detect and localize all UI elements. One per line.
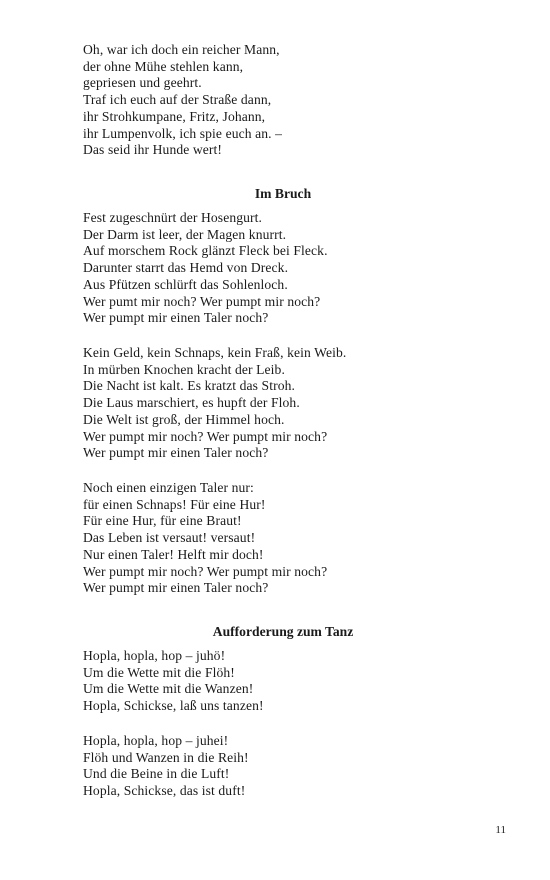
verse-line: Um die Wette mit die Wanzen! [83,681,254,697]
verse-line: Die Nacht ist kalt. Es kratzt das Stroh. [83,378,296,394]
verse-line: Nur einen Taler! Helft mir doch! [83,546,264,562]
verse-line: für einen Schnaps! Für eine Hur! [83,496,266,512]
verse-line: Und die Beine in die Luft! [83,766,230,782]
poem-title-im-bruch: Im Bruch [254,186,312,201]
verse-line: Hopla, Schickse, laß uns tanzen! [83,698,264,714]
verse-line: ihr Strohkumpane, Fritz, Johann, [83,108,266,124]
verse-line: der ohne Mühe stehlen kann, [83,58,244,74]
verse-line: gepriesen und geehrt. [83,75,202,91]
verse-line: Wer pumpt mir einen Taler noch? [83,310,269,326]
verse-line: Hopla, hopla, hop – juhei! [83,733,229,748]
verse-line: Darunter starrt das Hemd von Dreck. [83,260,289,276]
verse-line: Das Leben ist versaut! versaut! [83,530,256,546]
verse-line: Die Welt ist groß, der Himmel hoch. [83,411,285,427]
verse-line: Hopla, Schickse, das ist duft! [83,783,246,799]
verse-line: Wer pumpt mir noch? Wer pumpt mir noch? [83,563,328,579]
verse-line: In mürben Knochen kracht der Leib. [83,361,285,377]
verse-line: Die Laus marschiert, es hupft der Floh. [83,395,300,411]
verse-line: Um die Wette mit die Flöh! [83,664,235,680]
verse-line: Aus Pfützen schlürft das Sohlenloch. [83,276,288,292]
verse-line: Hopla, hopla, hop – juhö! [83,648,226,663]
tanz-stanza-2 [83,733,483,800]
tanz-stanza-1 [83,648,483,715]
verse-line: Wer pumpt mir noch? Wer pumpt mir noch? [83,428,328,444]
verse-line: Wer pumpt mir einen Taler noch? [83,445,269,461]
im-bruch-stanza-2 [83,345,483,462]
verse-line: Für eine Hur, für eine Braut! [83,513,242,529]
page-number: 11 [495,824,506,836]
verse-line: ihr Lumpenvolk, ich spie euch an. – [83,125,283,141]
verse-line: Wer pumt mir noch? Wer pumpt mir noch? [83,293,321,309]
im-bruch-stanza-1 [83,210,483,327]
verse-line: Der Darm ist leer, der Magen knurrt. [83,226,287,242]
verse-line: Noch einen einzigen Taler nur: [83,480,254,495]
verse-line: Fest zugeschnürt der Hosengurt. [83,210,263,225]
verse-line: Wer pumpt mir einen Taler noch? [83,580,269,596]
verse-line: Oh, war ich doch ein reicher Mann, [83,42,280,57]
verse-line: Traf ich euch auf der Straße dann, [83,92,272,108]
poem-title-aufforderung-zum-tanz: Aufforderung zum Tanz [212,624,354,639]
verse-line: Auf morschem Rock glänzt Fleck bei Fleck. [83,243,328,259]
im-bruch-stanza-3 [83,480,483,597]
verse-line: Das seid ihr Hunde wert! [83,142,223,158]
intro-stanza [83,42,483,159]
verse-line: Flöh und Wanzen in die Reih! [83,749,249,765]
verse-line: Kein Geld, kein Schnaps, kein Fraß, kein Weib. [83,345,347,360]
